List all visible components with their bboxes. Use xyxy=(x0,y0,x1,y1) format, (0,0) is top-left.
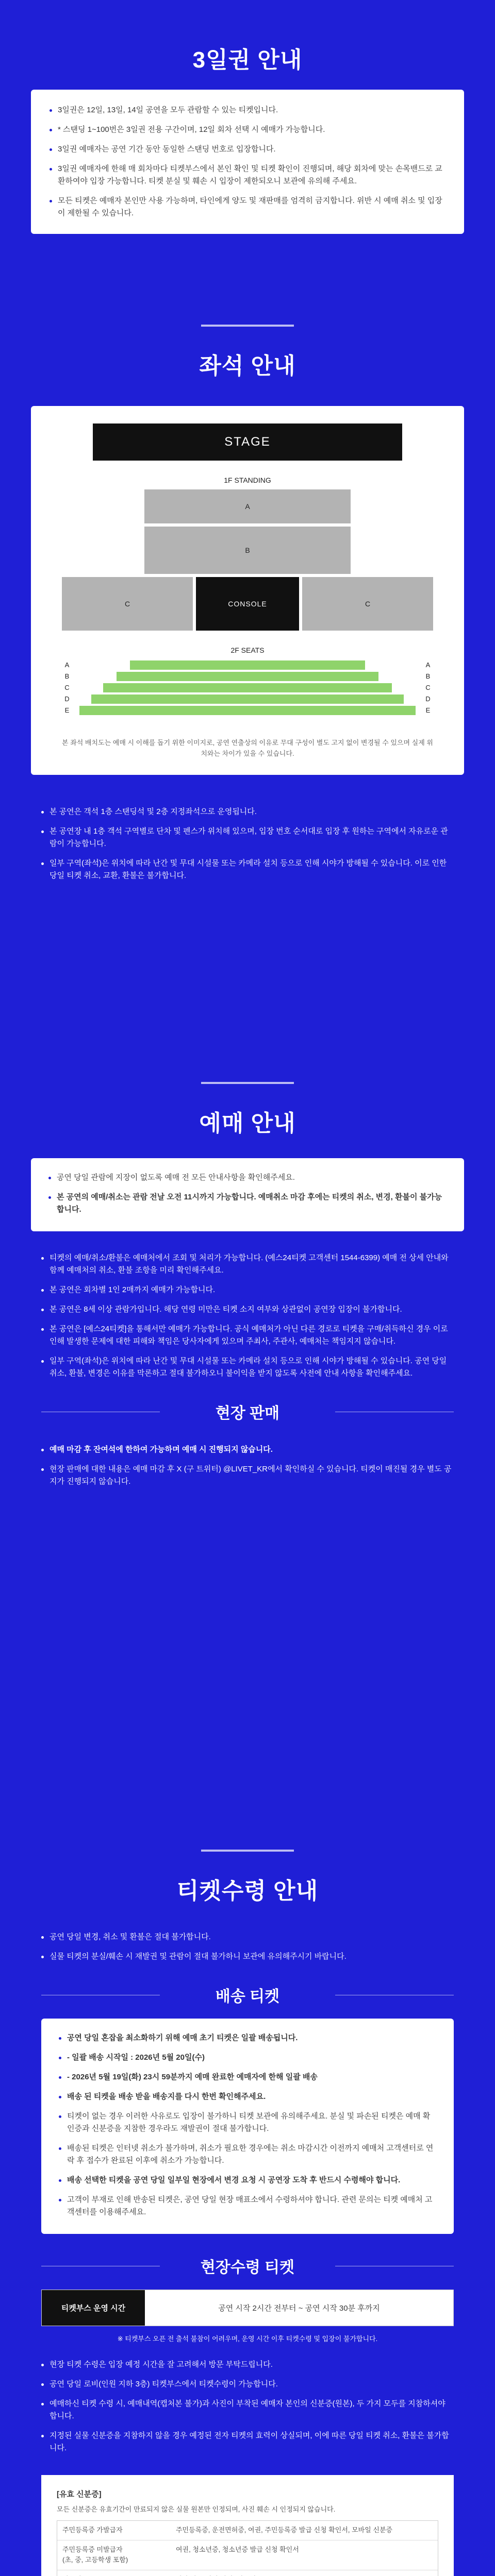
id-row-value: 여권, 청소년증, 청소년증 발급 신청 확인서 xyxy=(176,2545,299,2553)
id-row-key: 주민등록증 가발급자 xyxy=(62,2526,123,2534)
seat-title: 좌석 안내 xyxy=(199,353,296,379)
list-item: 배송 된 티켓을 배송 받을 배송지를 다시 한번 확인해주세요. xyxy=(59,2091,436,2103)
list-item: 티켓이 없는 경우 이러한 사유로도 입장이 불가하니 티켓 보관에 유의해주세요. 분실 및 파손된 티켓은 예매 확인증과 신분증을 지참한 경우라도 재발권이 절대 불가합니다. xyxy=(59,2110,436,2135)
list-item: 공연 당일 로비(인원 지하 3층) 티켓부스에서 티켓수령이 가능합니다. xyxy=(41,2378,454,2391)
list-item: 실물 티켓의 분실/훼손 시 재발권 및 관람이 절대 불가하니 보관에 유의해주시기 바랍니다. xyxy=(41,1951,454,1963)
zone-b-label: B xyxy=(245,546,250,554)
floor2-rows xyxy=(79,658,416,717)
list-item: 3일권 예매자는 공연 기간 동안 동일한 스탠딩 번호로 입장합니다. xyxy=(50,143,446,156)
valid-id-box xyxy=(41,2475,454,2576)
list-item: 본 공연은 [예스24티켓]을 통해서만 예매가 가능합니다. 공식 예매처가 아닌 다른 경로로 티켓을 구매/취득하신 경우 이로 인해 발생한 문제에 대한 피해와 책임은 당사자에게 있으며 주최사, 주관사, 예매처는 책임지지 않습니다. xyxy=(41,1323,454,1348)
list-item: 본 공연은 회차별 1인 2매까지 예매가 가능합니다. xyxy=(41,1284,454,1296)
console: CONSOLE xyxy=(196,577,299,631)
floor2-label: 2F SEATS xyxy=(230,646,265,654)
pickup-list xyxy=(41,2359,454,2454)
list-item: - 2026년 5월 19일(화) 23시 59분까지 예매 완료한 예매자에 한해 일괄 배송 xyxy=(59,2071,436,2083)
seat-row xyxy=(103,683,392,692)
zone-b xyxy=(144,527,351,574)
seat-row xyxy=(117,672,379,681)
zone-c-left-label: C xyxy=(124,600,130,608)
floor2-seats xyxy=(62,658,433,717)
list-item: 배송 선택한 티켓을 공연 당일 일부일 현장에서 변경 요청 시 공연장 도착 후 반드시 수령해야 합니다. xyxy=(59,2174,436,2187)
list-item: 모든 티켓은 예매자 본인만 사용 가능하며, 타인에게 양도 및 재판매를 엄격히 금지합니다. 위반 시 예매 취소 및 입장이 제한될 수 있습니다. xyxy=(50,195,446,219)
list-item: 본 공연은 객석 1층 스탠딩석 및 2층 지정좌석으로 운영됩니다. xyxy=(41,806,454,818)
list-item: 본 공연장 내 1층 객석 구역별로 단차 및 펜스가 위치해 있으며, 입장 번호 순서대로 입장 후 원하는 구역에서 자유로운 관람이 가능합니다. xyxy=(41,825,454,850)
ticket-general-list xyxy=(41,1931,454,1963)
booth-hours-value: 공연 시작 2시간 전부터 ~ 공연 시작 30분 후까지 xyxy=(218,2304,380,2313)
booth-hours-header: 티켓부스 운영 시간 xyxy=(42,2290,145,2326)
id-row-value xyxy=(171,2570,438,2576)
zone-a xyxy=(144,489,351,523)
delivery-box xyxy=(41,2019,454,2234)
zone-c-right xyxy=(302,577,433,631)
zone-a-label: A xyxy=(245,502,250,511)
list-item: 일부 구역(좌석)은 위치에 따라 난간 및 무대 시설물 또는 카메라 설치 등으로 인해 시야가 방해될 수 있습니다. 공연 당일 취소, 환불, 변경은 이유를 막론하고 절대 불가하오니 불이익을 받지 않도록 사전에 안내 사항을 확인해주세요. xyxy=(41,1355,454,1380)
id-row-key: 주민등록증 미발급자 (초, 중, 고등학생 포함) xyxy=(62,2545,128,2564)
table-row xyxy=(57,2521,438,2540)
row-letter: A xyxy=(425,661,431,669)
list-item: 3일권 예매자에 한해 매 회차마다 티켓부스에서 본인 확인 및 티켓 확인이 진행되며, 해당 회차에 맞는 손목밴드로 교환하여야 입장 가능합니다. 티켓 분실 및 훼손 시 입장이 제한되오니 보관에 유의해 주세요. xyxy=(50,163,446,188)
table-row xyxy=(57,2570,438,2576)
id-row-key xyxy=(57,2570,171,2576)
delivery-list xyxy=(59,2032,436,2218)
seat-section xyxy=(0,268,495,1051)
three-day-pass-title: 3일권 안내 xyxy=(192,47,303,73)
list-item: 예매 마감 후 잔여석에 한하여 가능하며 예매 시 진행되지 않습니다. xyxy=(41,1444,454,1456)
valid-id-table xyxy=(57,2520,438,2576)
list-item: * 스탠딩 1~100번은 3일권 전용 구간이며, 12일 회차 선택 시 예매가 가능합니다. xyxy=(50,124,446,136)
booking-section xyxy=(0,1051,495,1788)
ticket-booth-hours-table xyxy=(41,2290,454,2326)
table-row xyxy=(57,2540,438,2571)
three-day-pass-section xyxy=(0,0,495,268)
row-letter: D xyxy=(64,695,70,703)
list-item: 배송된 티켓은 인터넷 취소가 불가하며, 취소가 필요한 경우에는 취소 마감시간 이전까지 예매처 고객센터로 연락 후 접수가 완료된 이후에 취소가 가능합니다. xyxy=(59,2142,436,2167)
booking-list xyxy=(41,1252,454,1380)
list-item: 공연 당일 혼잡을 최소화하기 위해 예매 초기 티켓은 일괄 배송됩니다. xyxy=(59,2032,436,2044)
row-letter: B xyxy=(425,672,431,680)
valid-id-title: [유효 신분증] xyxy=(57,2490,102,2499)
list-item: 현장 판매에 대한 내용은 예매 마감 후 X (구 트위터) @LIVET_KR에서 확인하실 수 있습니다. 티켓이 매진될 경우 별도 공지가 진행되지 않습니다. xyxy=(41,1463,454,1488)
list-item: 티켓의 예매/취소/환불은 예매처에서 조회 및 처리가 가능합니다. (예스24티켓 고객센터 1544-6399) 예매 전 상세 안내와 함께 예매처의 취소, 환불 조항을 미리 확인해주세요. xyxy=(41,1252,454,1277)
row-letter: B xyxy=(64,672,70,680)
row-letter: D xyxy=(425,695,431,703)
booking-title: 예매 안내 xyxy=(199,1111,296,1136)
three-day-pass-list xyxy=(50,104,446,219)
id-row-value: 주민등록증, 운전면허증, 여권, 주민등록증 발급 신청 확인서, 모바일 신분증 xyxy=(176,2526,393,2534)
row-letters-left xyxy=(62,659,72,716)
list-item: 공연 당일 관람에 지장이 없도록 예매 전 모든 안내사항을 확인해주세요. xyxy=(48,1172,447,1184)
list-item: 일부 구역(좌석)은 위치에 따라 난간 및 무대 시설물 또는 카메라 설치 등으로 인해 시야가 방해될 수 있습니다. 이로 인한 당일 티켓 취소, 교환, 환불은 불가합니다. xyxy=(41,857,454,882)
zone-c-row xyxy=(62,577,433,631)
seat-row xyxy=(130,660,365,670)
row-letter: A xyxy=(64,661,70,669)
row-letters-right xyxy=(423,659,433,716)
booth-hours-note: ※ 티켓부스 오픈 전 출석 불참이 어려우며, 운영 시간 이후 티켓수령 및 입장이 불가합니다. xyxy=(117,2335,378,2343)
booking-notice-box xyxy=(31,1158,464,1231)
list-item: - 일괄 배송 시작일 : 2026년 5월 20일(수) xyxy=(59,2052,436,2064)
onsite-sale-heading: 현장 판매 xyxy=(0,1400,495,1423)
booking-notice-list xyxy=(48,1172,447,1216)
list-item: 공연 당일 변경, 취소 및 환불은 절대 불가합니다. xyxy=(41,1931,454,1943)
seat-map-card xyxy=(31,406,464,775)
valid-id-intro: 모든 신분증은 유효기간이 만료되지 않은 실물 원본만 인정되며, 사진 훼손 시 인정되지 않습니다. xyxy=(57,2505,336,2513)
title-divider xyxy=(201,1850,294,1852)
row-letter: C xyxy=(425,684,431,691)
zone-c-right-label: C xyxy=(365,600,371,608)
list-item: 본 공연은 8세 이상 관람가입니다. 해당 연령 미만은 티켓 소지 여부와 상관없이 공연장 입장이 불가합니다. xyxy=(41,1303,454,1316)
seat-row xyxy=(79,706,416,715)
list-item: 본 공연의 예매/취소는 관람 전날 오전 11시까지 가능합니다. 예매취소 마감 후에는 티켓의 취소, 변경, 환불이 불가능합니다. xyxy=(48,1191,447,1216)
delivery-heading: 배송 티켓 xyxy=(0,1984,495,2006)
three-day-pass-card xyxy=(31,90,464,234)
stage: STAGE xyxy=(93,423,402,461)
list-item: 현장 티켓 수령은 입장 예정 시간을 잘 고려해서 방문 부탁드립니다. xyxy=(41,2359,454,2371)
onsite-pickup-heading: 현장수령 티켓 xyxy=(0,2255,495,2277)
row-letter: E xyxy=(64,706,70,714)
title-divider xyxy=(201,325,294,327)
title-divider xyxy=(201,1082,294,1084)
seat-row xyxy=(91,694,404,704)
zone-c-left xyxy=(62,577,193,631)
ticket-pickup-title: 티켓수령 안내 xyxy=(176,1878,319,1904)
floor1-label: 1F STANDING xyxy=(224,476,271,484)
ticket-pickup-section xyxy=(0,1788,495,2576)
list-item: 예매하신 티켓 수령 시, 예매내역(캡처본 불가)과 사진이 부착된 예매자 본인의 신분증(원본), 두 가지 모두를 지참하셔야 합니다. xyxy=(41,2398,454,2422)
seat-notice-list xyxy=(41,806,454,882)
seat-map-note: 본 좌석 배치도는 예매 시 이해를 돕기 위한 이미지로, 공연 연출상의 이유로 무대 구성이 별도 고지 없이 변경될 수 있으며 실제 위치와는 차이가 있을 수 있습니다. xyxy=(62,739,433,757)
onsite-sale-list xyxy=(41,1444,454,1488)
row-letter: E xyxy=(425,706,431,714)
list-item: 3일권은 12일, 13일, 14일 공연을 모두 관람할 수 있는 티켓입니다. xyxy=(50,104,446,116)
row-letter: C xyxy=(64,684,70,691)
list-item: 지정된 실물 신분증을 지참하지 않을 경우 예정된 전자 티켓의 효력이 상실되며, 이에 따른 당일 티켓 취소, 환불은 불가합니다. xyxy=(41,2430,454,2454)
list-item: 고객이 부재로 인해 반송된 티켓은, 공연 당일 현장 매표소에서 수령하셔야 합니다. 관련 문의는 티켓 예매처 고객센터를 이용해주세요. xyxy=(59,2194,436,2218)
